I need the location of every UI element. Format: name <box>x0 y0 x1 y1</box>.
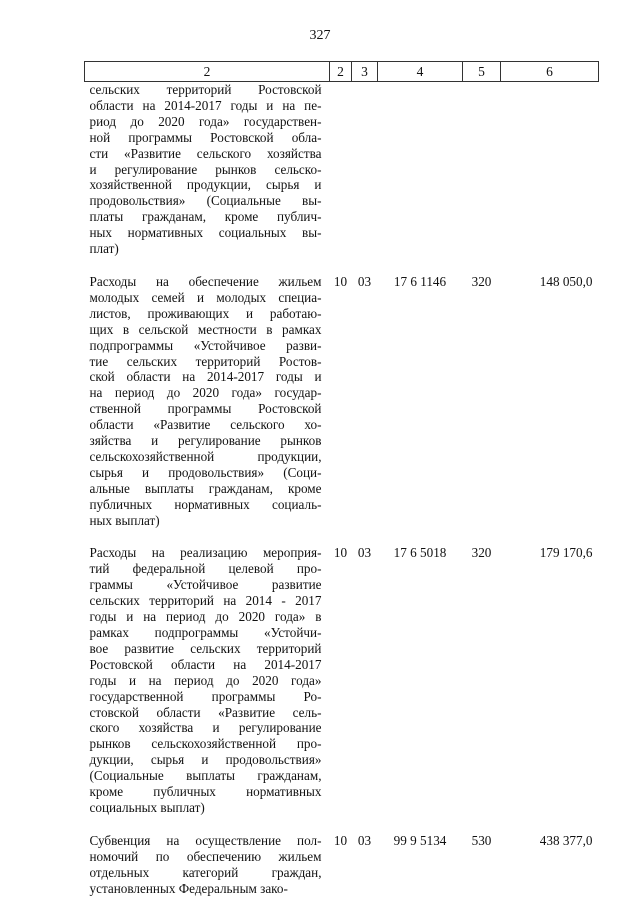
section-code: 10 <box>333 273 348 289</box>
description-line: сти «Развитие сельского хозяйства <box>89 145 322 161</box>
header-amount-column: 6 <box>501 62 599 82</box>
amount: 438 377,0 <box>539 832 593 848</box>
expense-description <box>85 274 330 529</box>
description-line: ных нормативных социальных вы- <box>89 225 322 241</box>
header-target-article-column: 4 <box>378 62 463 82</box>
description-line: альные выплаты гражданам, кроме <box>89 480 322 496</box>
description-line: платы гражданам, кроме публич- <box>89 209 322 225</box>
subsection-code: 03 <box>357 832 372 848</box>
row-spacer <box>85 528 599 545</box>
target-article-code <box>378 82 463 257</box>
description-line: ской области на 2014-2017 годы и <box>89 369 322 385</box>
target-article-code: 17 6 5018 <box>393 545 447 561</box>
section-code: 10 <box>333 832 348 848</box>
table-body <box>85 82 599 897</box>
subsection-code: 03 <box>357 273 372 289</box>
description-line: и регулирование рынков сельско- <box>89 161 322 177</box>
description-line: ной программы Ростовской обла- <box>89 129 322 145</box>
amount: 148 050,0 <box>539 273 593 289</box>
description-line: социальных выплат) <box>89 799 205 815</box>
table-row <box>85 545 599 815</box>
description-line: сельских территорий на 2014 - 2017 <box>89 593 322 609</box>
spacer-cell <box>85 257 599 274</box>
description-line: хозяйственной продукции, сырья и <box>89 177 322 193</box>
description-line: отдельных категорий граждан, <box>89 864 322 880</box>
description-line: зяйства и регулирование рынков <box>89 433 322 449</box>
row-spacer <box>85 816 599 833</box>
description-line: риод до 2020 года» государствен- <box>89 113 322 129</box>
description-line: номочий по обеспечению жильем <box>89 848 322 864</box>
description-line: вое развитие сельских территорий <box>89 640 322 656</box>
description-line: сельскохозяйственной продукции, <box>89 448 322 464</box>
description-line: ных выплат) <box>89 512 160 528</box>
description-line: (Социальные выплаты гражданам, <box>89 768 322 784</box>
description-line: плат) <box>89 241 119 257</box>
description-line: Расходы на обеспечение жильем <box>89 273 322 289</box>
section-code: 10 <box>333 545 348 561</box>
expense-description <box>85 82 330 257</box>
row-spacer <box>85 257 599 274</box>
description-line: сырья и продовольствия» (Соци- <box>89 464 322 480</box>
budget-table <box>84 61 599 897</box>
description-line: рынков сельскохозяйственной про- <box>89 736 322 752</box>
description-line: дукции, сырья и продовольствия» <box>89 752 322 768</box>
table-row <box>85 833 599 897</box>
spacer-cell <box>85 816 599 833</box>
description-line: Субвенция на осуществление пол- <box>89 832 322 848</box>
amount <box>501 82 599 257</box>
spacer-cell <box>85 528 599 545</box>
section-code <box>330 82 352 257</box>
description-line: области «Развитие сельского хо- <box>89 417 322 433</box>
description-line: Ростовской области на 2014-2017 <box>89 656 322 672</box>
description-line: продовольствия» (Социальные вы- <box>89 193 322 209</box>
description-line: кроме публичных нормативных <box>89 784 322 800</box>
header-expense-type-column: 5 <box>463 62 501 82</box>
subsection-code <box>352 82 378 257</box>
description-line: тий федеральной целевой про- <box>89 561 322 577</box>
expense-type-code <box>463 82 501 257</box>
description-line: ственной программы Ростовской <box>89 401 322 417</box>
expense-type-code: 320 <box>471 545 492 561</box>
header-name-column: 2 <box>85 62 330 82</box>
description-line: стовской области «Развитие сель- <box>89 704 322 720</box>
description-line: публичных нормативных социаль- <box>89 496 322 512</box>
description-line: Расходы на реализацию мероприя- <box>89 545 322 561</box>
header-row <box>85 62 599 82</box>
expense-description <box>85 545 330 815</box>
description-line: государственной программы Ро- <box>89 688 322 704</box>
description-line: годы и на период до 2020 года» в <box>89 609 322 625</box>
expense-description <box>85 833 330 897</box>
amount: 179 170,6 <box>539 545 593 561</box>
description-line: установленных Федеральным зако- <box>89 880 288 896</box>
page-number: 327 <box>309 28 331 43</box>
subsection-code: 03 <box>357 545 372 561</box>
target-article-code: 99 9 5134 <box>393 832 447 848</box>
table-row <box>85 274 599 529</box>
description-line: молодых семей и молодых специа- <box>89 289 322 305</box>
expense-type-code: 530 <box>471 832 492 848</box>
description-line: граммы «Устойчивое развитие <box>89 577 322 593</box>
description-line: рамках подпрограммы «Устойчи- <box>89 625 322 640</box>
table-row <box>85 82 599 257</box>
description-line: подпрограммы «Устойчивое разви- <box>89 337 322 353</box>
description-line: на период до 2020 года» государ- <box>89 385 322 401</box>
description-line: щих в сельской местности в рамках <box>89 321 322 337</box>
description-line: тие сельских территорий Ростов- <box>89 353 322 369</box>
expense-type-code: 320 <box>471 273 492 289</box>
description-line: области на 2014-2017 годы и на пе- <box>89 97 322 113</box>
header-section-column: 2 <box>330 62 352 82</box>
header-subsection-column: 3 <box>352 62 378 82</box>
description-line: листов, проживающих и работаю- <box>89 305 322 321</box>
description-line: сельских территорий Ростовской <box>89 82 322 97</box>
description-line: годы и на период до 2020 года» <box>89 672 322 688</box>
description-line: ского хозяйства и регулирование <box>89 720 322 736</box>
target-article-code: 17 6 1146 <box>393 273 447 289</box>
